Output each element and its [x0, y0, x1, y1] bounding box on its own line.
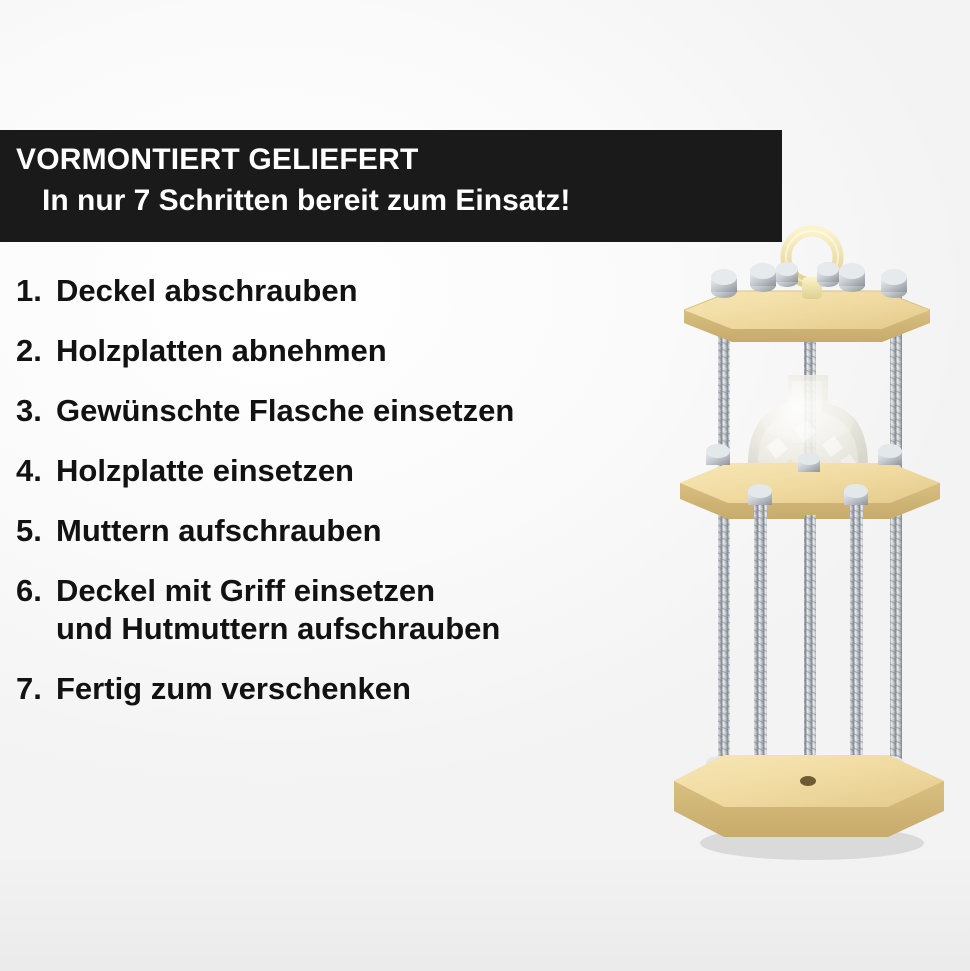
step-label: Deckel abschrauben	[56, 273, 358, 308]
base-center-hole	[800, 776, 816, 786]
list-item	[16, 272, 716, 310]
steps-list	[16, 272, 716, 730]
base-wood-plate	[674, 755, 944, 837]
step-label: Deckel mit Griff einsetzen und Hutmuttern aufschrauben	[56, 573, 501, 646]
list-item	[16, 392, 716, 430]
threaded-rods-front	[754, 505, 863, 795]
step-number: 5.	[16, 513, 42, 548]
headline-secondary: In nur 7 Schritten bereit zum Einsatz!	[42, 184, 571, 217]
step-number: 1.	[16, 273, 42, 308]
list-item	[16, 670, 716, 708]
list-item	[16, 512, 716, 550]
step-number: 4.	[16, 453, 42, 488]
step-number: 7.	[16, 671, 42, 706]
list-item	[16, 572, 716, 648]
list-item	[16, 332, 716, 370]
step-number: 3.	[16, 393, 42, 428]
product-photo	[662, 215, 952, 870]
step-label: Holzplatten abnehmen	[56, 333, 387, 368]
bottle-safe-illustration	[662, 215, 952, 870]
step-label: Muttern aufschrauben	[56, 513, 382, 548]
step-label: Gewünschte Flasche einsetzen	[56, 393, 515, 428]
step-label: Fertig zum verschenken	[56, 671, 411, 706]
headline-primary: VORMONTIERT GELIEFERT	[16, 143, 419, 176]
list-item	[16, 452, 716, 490]
step-number: 2.	[16, 333, 42, 368]
step-label: Holzplatte einsetzen	[56, 453, 354, 488]
step-number: 6.	[16, 573, 42, 608]
